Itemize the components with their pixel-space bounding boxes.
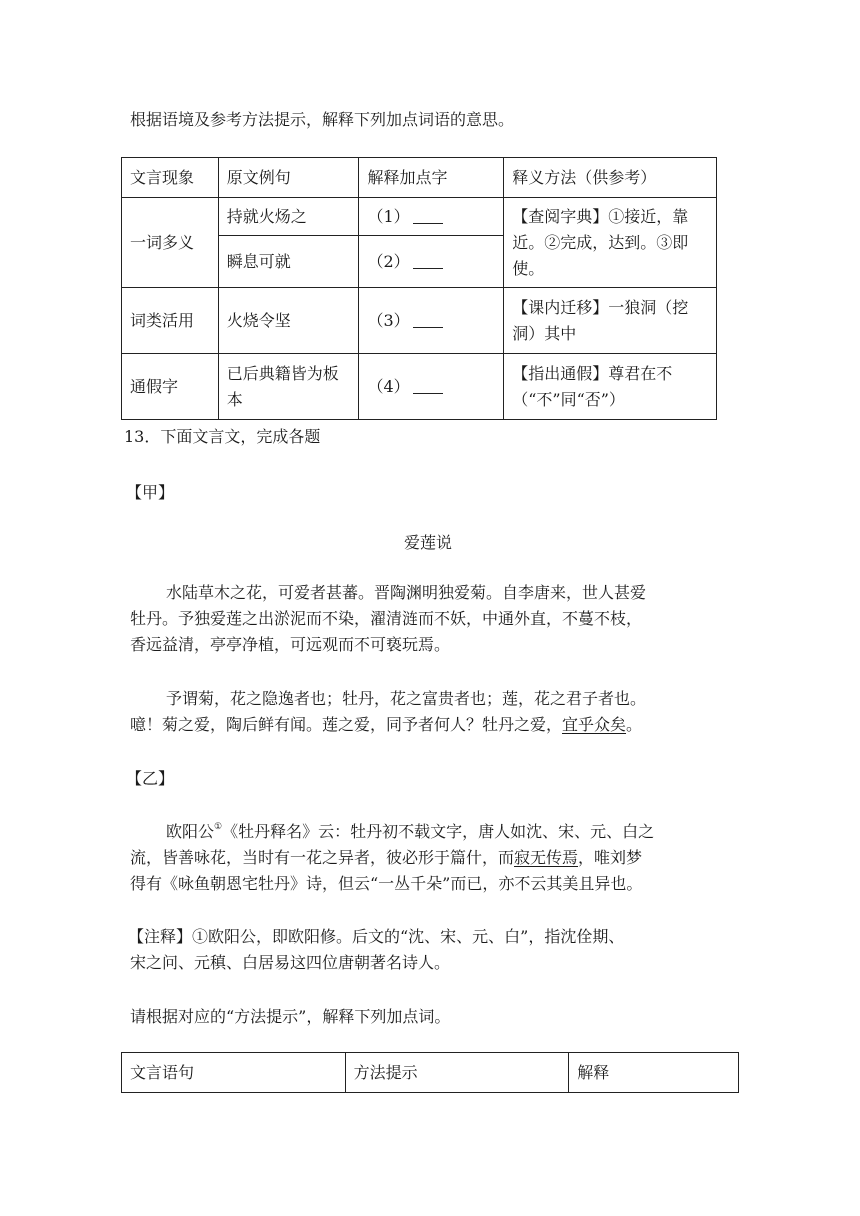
question-13: 13．下面文言文，完成各题 [124,427,321,446]
row1a-example: 持就火炀之 [218,198,359,236]
answer-table [121,1052,739,1093]
row1-type: 一词多义 [122,198,219,288]
yi-line3: 得有《咏鱼朝恩宅牡丹》诗，但云“一丛千朵”而已，亦不云其美且异也。 [130,874,643,893]
section-jia-label: 【甲】 [126,483,175,502]
row3-answer[interactable]: （4） [359,354,504,420]
answer-blank[interactable] [413,207,443,224]
jia-p1-line1: 水陆草木之花，可爱者甚蕃。晋陶渊明独爱菊。自李唐来，世人甚爱 [166,583,647,602]
header-example: 原文例句 [218,158,359,198]
header-sentence: 文言语句 [122,1053,346,1093]
answer-blank[interactable] [413,311,443,328]
answer-blank[interactable] [413,252,443,269]
header-phenomenon: 文言现象 [122,158,219,198]
row3-example: 已后典籍皆为板本 [218,354,359,420]
section-yi-label: 【乙】 [126,769,175,788]
row1-method: 【查阅字典】①接近，靠近。②完成，达到。③即使。 [504,198,717,288]
jia-p2-line2: 噫！菊之爱，陶后鲜有闻。莲之爱，同予者何人？牡丹之爱，宜乎众矣。 [130,715,643,734]
note-line1: 【注释】①欧阳公，即欧阳修。后文的“沈、宋、元、白”，指沈佺期、 [128,927,625,946]
vocab-table [121,157,717,420]
row2-type: 词类活用 [122,288,219,354]
row1a-answer[interactable]: （1） [359,198,504,236]
row1b-example: 瞬息可就 [218,236,359,288]
jia-p2-line1: 予谓菊，花之隐逸者也；牡丹，花之富贵者也；莲，花之君子者也。 [166,689,647,708]
row3-type: 通假字 [122,354,219,420]
yi-line2: 流，皆善咏花，当时有一花之异者，彼必形于篇什，而寂无传焉，唯刘梦 [130,848,643,867]
row3-method: 【指出通假】尊君在不（“不”同“否”） [504,354,717,420]
row2-answer[interactable]: （3） [359,288,504,354]
underlined-phrase: 宜乎众矣 [562,715,627,734]
instruction-text: 根据语境及参考方法提示，解释下列加点词语的意思。 [130,110,515,129]
header-explain: 解释加点字 [359,158,504,198]
row2-method: 【课内迁移】一狼洞（挖洞）其中 [504,288,717,354]
note-line2: 宋之问、元稹、白居易这四位唐朝著名诗人。 [130,953,451,972]
row1b-answer[interactable]: （2） [359,236,504,288]
underlined-phrase: 寂无传焉 [514,848,579,867]
passage-title: 爱莲说 [404,533,453,552]
prompt-text: 请根据对应的“方法提示”，解释下列加点词。 [130,1007,451,1026]
footnote-marker: ① [214,822,223,832]
header-answer: 解释 [569,1053,739,1093]
jia-p1-line2: 牡丹。予独爱莲之出淤泥而不染，濯清涟而不妖，中通外直，不蔓不枝， [130,609,643,628]
header-hint: 方法提示 [345,1053,569,1093]
row2-example: 火烧令坚 [218,288,359,354]
jia-p1-line3: 香远益清，亭亭净植，可远观而不可亵玩焉。 [130,635,451,654]
answer-blank[interactable] [413,377,443,394]
yi-line1: 欧阳公①《牡丹释名》云：牡丹初不载文字，唐人如沈、宋、元、白之 [166,822,655,841]
header-method: 释义方法（供参考） [504,158,717,198]
